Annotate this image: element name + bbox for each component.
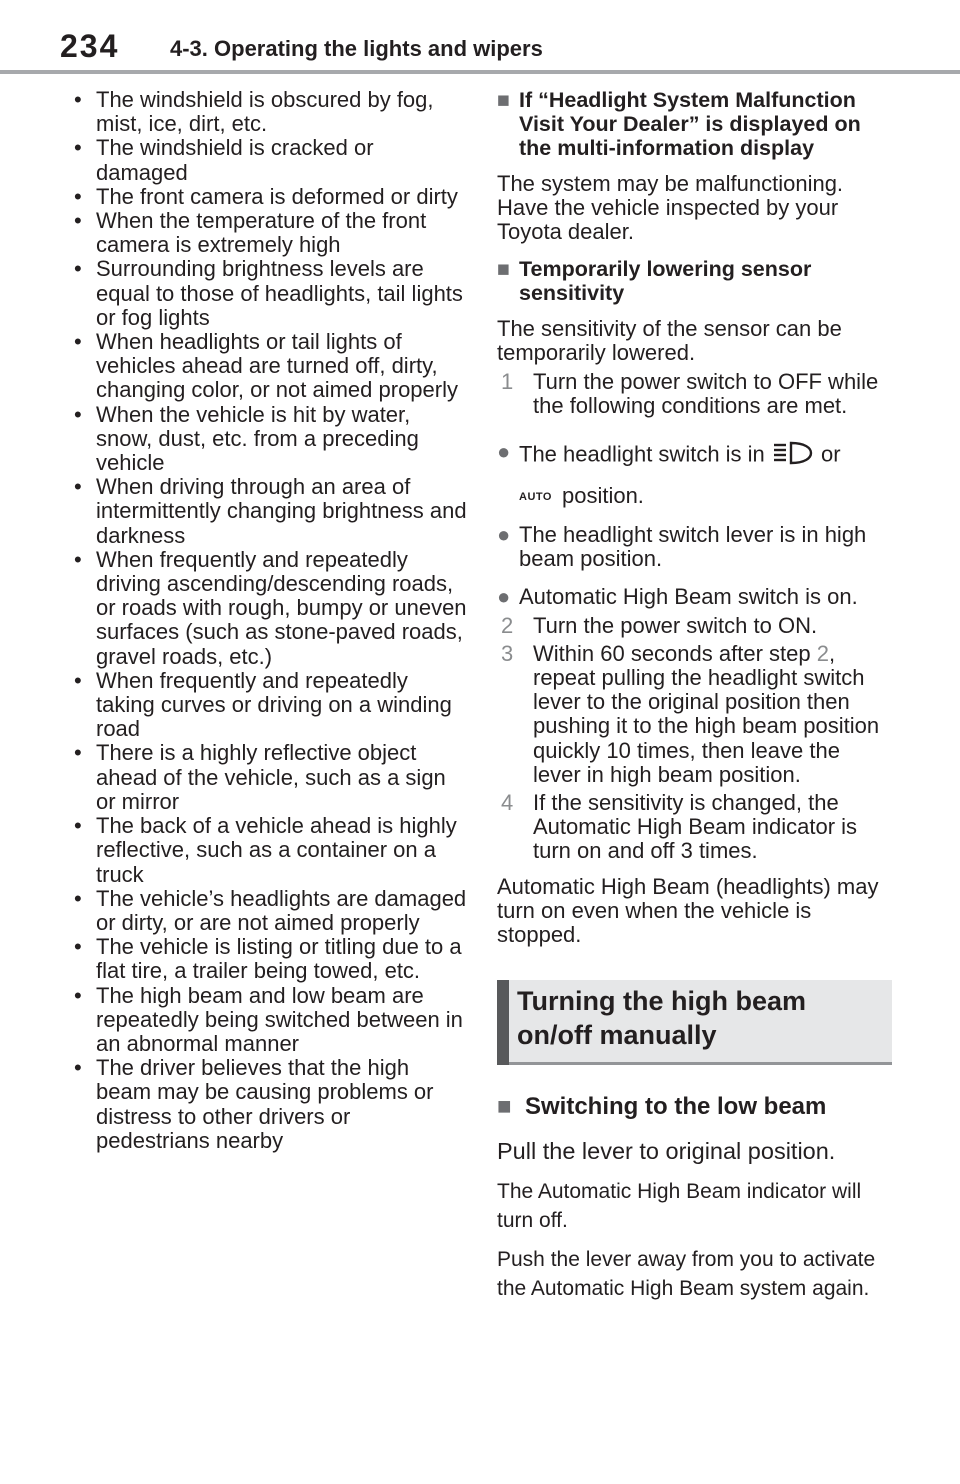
bullet-icon: • (74, 1055, 82, 1081)
malfunction-body: The system may be malfunctioning. Have the vehicle inspected by your Toyota dealer. (497, 170, 844, 245)
condition-headlight-switch: ● The headlight switch is in or AUTO position. (497, 439, 841, 508)
step-number: 4 (501, 789, 514, 815)
bullet-icon: • (74, 934, 82, 960)
list-item: • The driver believes that the high beam may be causing problems or distress to other drivers or pedestrians nearby (74, 1055, 434, 1153)
sensitivity-heading: ■ Temporarily lowering sensor sensitivity (497, 257, 812, 306)
step-number: 3 (501, 640, 514, 666)
bullet-icon: • (74, 740, 82, 766)
step-1: 1 Turn the power switch to OFF while the following conditions are met. (501, 369, 879, 419)
square-bullet-icon: ■ (497, 1093, 512, 1121)
list-item: • The back of a vehicle ahead is highly reflective, such as a container on a truck (74, 813, 457, 887)
bullet-icon: • (74, 208, 82, 234)
list-item: • When driving through an area of intermittently changing brightness and darkness (74, 474, 467, 548)
step-number: 1 (501, 369, 514, 395)
condition-high-beam-lever: ● The headlight switch lever is in high beam position. (497, 521, 867, 572)
low-beam-heading: ■ Switching to the low beam (497, 1093, 827, 1121)
bullet-icon: • (74, 87, 82, 112)
list-item: • The vehicle’s headlights are damaged or dirty, or are not aimed properly (74, 885, 467, 935)
step-4: 4 If the sensitivity is changed, the Automatic High Beam indicator is turn on and off 3 times. (501, 789, 858, 864)
indicator-note: The Automatic High Beam indicator will turn off. (497, 1180, 862, 1233)
bullet-icon: • (74, 982, 82, 1008)
circle-bullet-icon: ● (497, 584, 511, 610)
sensitivity-intro: The sensitivity of the sensor can be temporarily lowered. (497, 315, 842, 365)
bullet-icon: • (74, 135, 82, 161)
square-bullet-icon: ■ (497, 88, 510, 112)
bullet-icon: • (74, 667, 82, 693)
list-item: • The windshield is obscured by fog, mist, ice, dirt, etc. (74, 87, 434, 137)
low-beam-instruction: Pull the lever to original position. (497, 1138, 836, 1165)
step-reference: 2 (816, 640, 829, 666)
circle-bullet-icon: ● (497, 439, 511, 465)
right-column (497, 88, 892, 1303)
condition-ahb-switch: ● Automatic High Beam switch is on. (497, 584, 858, 610)
title-box-accent (497, 980, 509, 1065)
bullet-icon: • (74, 183, 82, 209)
page-header (0, 0, 960, 76)
bullet-icon: • (74, 256, 82, 282)
step-number: 2 (501, 612, 514, 638)
list-item: • When frequently and repeatedly taking curves or driving on a winding road (74, 667, 452, 742)
list-item: • The high beam and low beam are repeatedly being switched between in an abnormal manner (74, 982, 463, 1056)
step-2: 2 Turn the power switch to ON. (501, 612, 818, 638)
bullet-icon: • (74, 329, 82, 355)
list-item: • There is a highly reflective object ahead of the vehicle, such as a sign or mirror (74, 740, 446, 814)
list-item: • When the vehicle is hit by water, snow, dust, etc. from a preceding vehicle (74, 401, 419, 476)
bullet-icon: • (74, 813, 82, 839)
list-item: • When frequently and repeatedly driving ascending/descending roads, or roads with rough, bumpy or uneven surfaces (such as stone-paved roads, gravel roads, etc.) (74, 546, 467, 669)
list-item: • The vehicle is listing or titling due to a flat tire, a trailer being towed, etc. (74, 934, 462, 984)
list-item: • The front camera is deformed or dirty (74, 183, 458, 209)
manual-section-title: Turning the high beam on/off manually (517, 986, 806, 1051)
section-title: 4-3. Operating the lights and wipers (170, 36, 543, 61)
bullet-icon: • (74, 401, 82, 427)
malfunction-heading: ■ If “Headlight System Malfunction Visit Your Dealer” is displayed on the multi-information display (497, 88, 861, 161)
headlight-icon (771, 440, 815, 471)
section-title-box (497, 980, 892, 1065)
reactivate-note: Push the lever away from you to activate the Automatic High Beam system again. (497, 1248, 876, 1301)
bullet-icon: • (74, 546, 82, 572)
square-bullet-icon: ■ (497, 257, 510, 282)
list-item: • Surrounding brightness levels are equal to those of headlights, tail lights or fog lights (74, 256, 463, 330)
header-divider (0, 70, 960, 74)
bullet-icon: • (74, 474, 82, 500)
stopped-note: Automatic High Beam (headlights) may turn on even when the vehicle is stopped. (497, 873, 879, 947)
bullet-icon: • (74, 885, 82, 911)
auto-icon: AUTO (519, 490, 552, 503)
step-3: 3 Within 60 seconds after step 2, repeat pulling the headlight switch lever to the original position then pushing it to the high beam position quickly 10 times, then leave the lever in high beam position. (501, 640, 880, 787)
left-column (70, 88, 470, 1153)
list-item: • When the temperature of the front camera is extremely high (74, 208, 427, 258)
list-item: • The windshield is cracked or damaged (74, 135, 374, 185)
circle-bullet-icon: ● (497, 521, 511, 547)
page-number: 234 (60, 28, 120, 64)
list-item: • When headlights or tail lights of vehicles ahead are turned off, dirty, changing color, or not aimed properly (74, 329, 458, 403)
condition-list (70, 88, 470, 1153)
